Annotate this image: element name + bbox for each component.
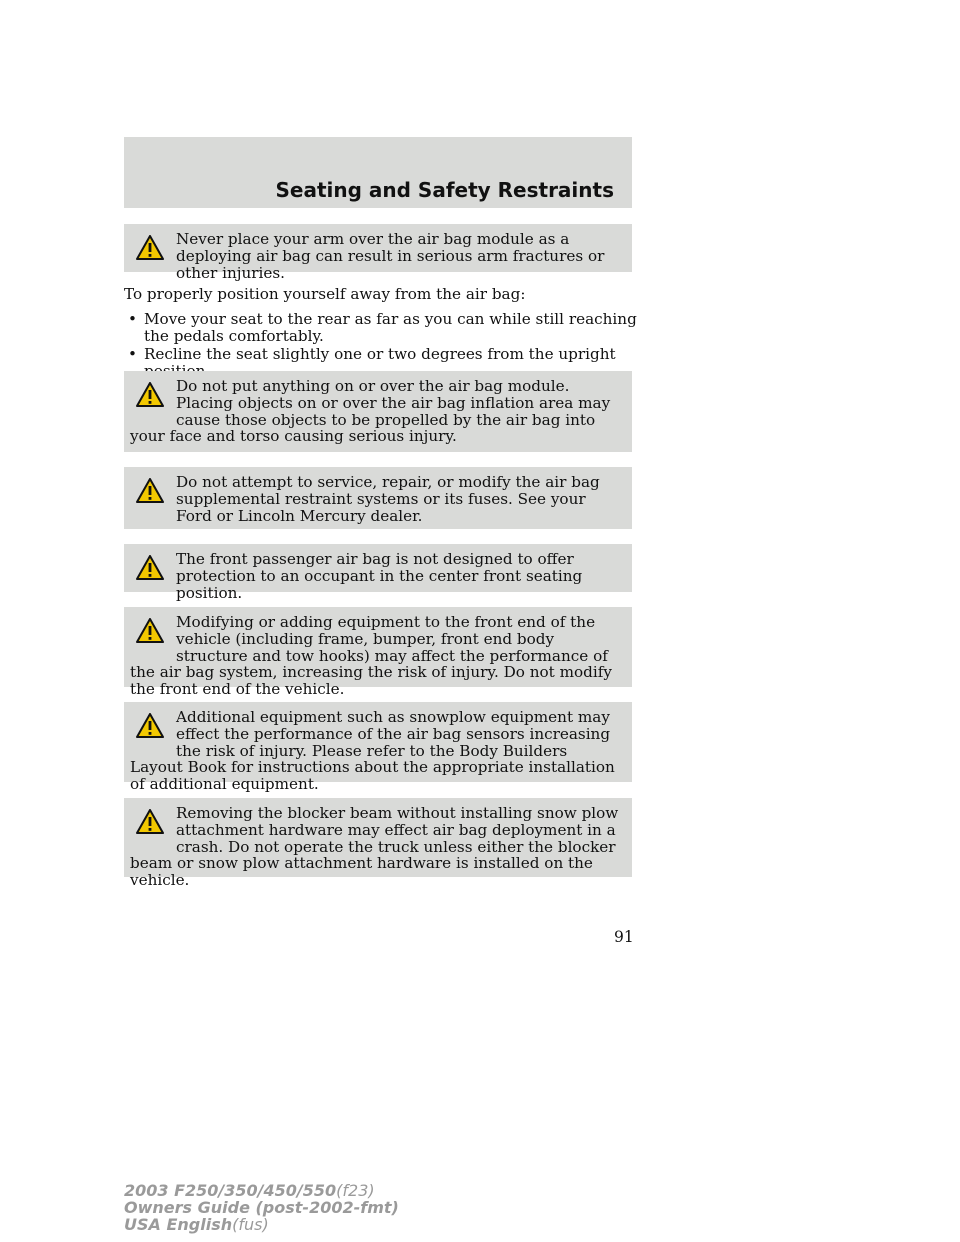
list-item [124,311,644,345]
page-number: 91 [614,928,634,946]
footer-language: USA English [124,1215,233,1234]
warning-text: Removing the blocker beam without installing snow plow attachment hardware may effect air bag deployment in a crash. Do not operate the truck unless either the blocker beam or snow plow attachment hardware is installed on the vehicle. [130,804,619,890]
warning-triangle-icon [136,713,176,745]
warning-text: Do not put anything on or over the air bag module. Placing objects on or over the air bag inflation area may cause those objects to be propelled by the air bag into your face and torso causing serious injury. [130,377,611,446]
warning-box [124,371,632,452]
footer-language-code: (fus) [232,1215,269,1234]
warning-box [124,702,632,794]
bullet-symbol: • [128,310,137,328]
footer-model-code: (f23) [336,1181,375,1200]
warning-triangle-icon [136,555,176,587]
footer-model: 2003 F250/350/450/550 [124,1181,337,1200]
warning-box [124,798,632,890]
warning-triangle-icon [136,382,176,414]
warning-box [124,224,632,282]
section-header-band [124,137,632,208]
document-footer [124,1182,399,1233]
warning-box [124,544,632,602]
warning-triangle-icon [136,235,176,267]
warning-text: Additional equipment such as snowplow equipment may effect the performance of the air bag sensors increasing the risk of injury. Please refer to the Body Builders Layout Book for instructions about the appropriate installation of additional equipment. [130,708,615,794]
warning-box [124,607,632,699]
intro-paragraph: To properly position yourself away from the air bag: [124,285,526,303]
warning-triangle-icon [136,478,176,510]
list-item-text: Move your seat to the rear as far as you can while still reaching the pedals comfortably. [144,310,637,345]
warning-triangle-icon [136,809,176,841]
list-item-text: Recline the seat slightly one or two degrees from the upright [144,345,616,363]
warning-text: Modifying or adding equipment to the front end of the vehicle (including frame, bumper, front end body structure and tow hooks) may affect the performance of the air bag system, increasing the risk of injury. Do not modify the front end of the vehicle. [130,613,612,699]
warning-triangle-icon [136,618,176,650]
warning-text: Do not attempt to service, repair, or modify the air bag supplemental restraint systems or its fuses. See your Ford or Lincoln Mercury dealer. [176,473,600,525]
footer-guide: Owners Guide (post-2002-fmt) [124,1198,399,1217]
warning-box [124,467,632,529]
warning-text: The front passenger air bag is not designed to offer protection to an occupant in the center front seating position. [176,550,583,602]
section-title: Seating and Safety Restraints [275,178,614,202]
bullet-symbol: • [128,345,137,363]
warning-text: Never place your arm over the air bag module as a deploying air bag can result in serious arm fractures or other injuries. [176,230,605,282]
